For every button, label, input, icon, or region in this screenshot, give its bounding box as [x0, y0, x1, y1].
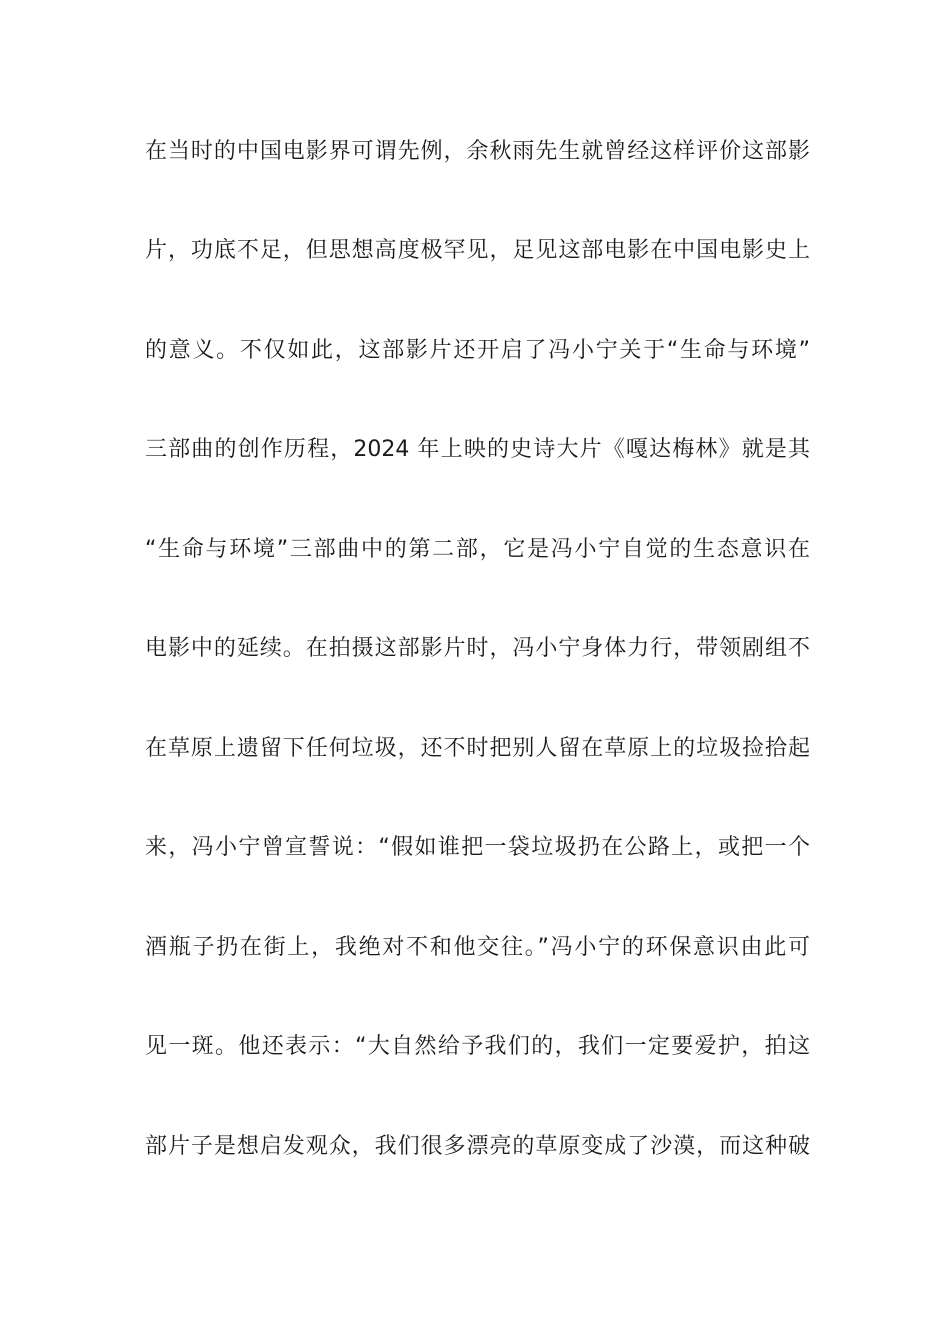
- paragraph-line: 在当时的中国电影界可谓先例，余秋雨先生就曾经这样评价这部影: [145, 139, 810, 164]
- paragraph-line: 部片子是想启发观众，我们很多漂亮的草原变成了沙漠，而这种破: [145, 1134, 810, 1159]
- paragraph-line: 的意义。不仅如此，这部影片还开启了冯小宁关于“生命与环境”: [145, 338, 810, 363]
- paragraph-line: 来，冯小宁曾宣誓说：“假如谁把一袋垃圾扔在公路上，或把一个: [145, 835, 810, 860]
- paragraph-line: 见一斑。他还表示：“大自然给予我们的，我们一定要爱护，拍这: [145, 1034, 810, 1059]
- paragraph-line: 酒瓶子扔在街上，我绝对不和他交往。”冯小宁的环保意识由此可: [145, 935, 810, 960]
- paragraph-line: 片，功底不足，但思想高度极罕见，足见这部电影在中国电影史上: [145, 238, 810, 263]
- paragraph-line: 三部曲的创作历程，2024 年上映的史诗大片《嘎达梅林》就是其: [145, 437, 810, 462]
- paragraph-line: 在草原上遗留下任何垃圾，还不时把别人留在草原上的垃圾捡拾起: [145, 736, 810, 761]
- paragraph-line: “生命与环境”三部曲中的第二部，它是冯小宁自觉的生态意识在: [145, 537, 810, 562]
- paragraph-line: 电影中的延续。在拍摄这部影片时，冯小宁身体力行，带领剧组不: [145, 636, 810, 661]
